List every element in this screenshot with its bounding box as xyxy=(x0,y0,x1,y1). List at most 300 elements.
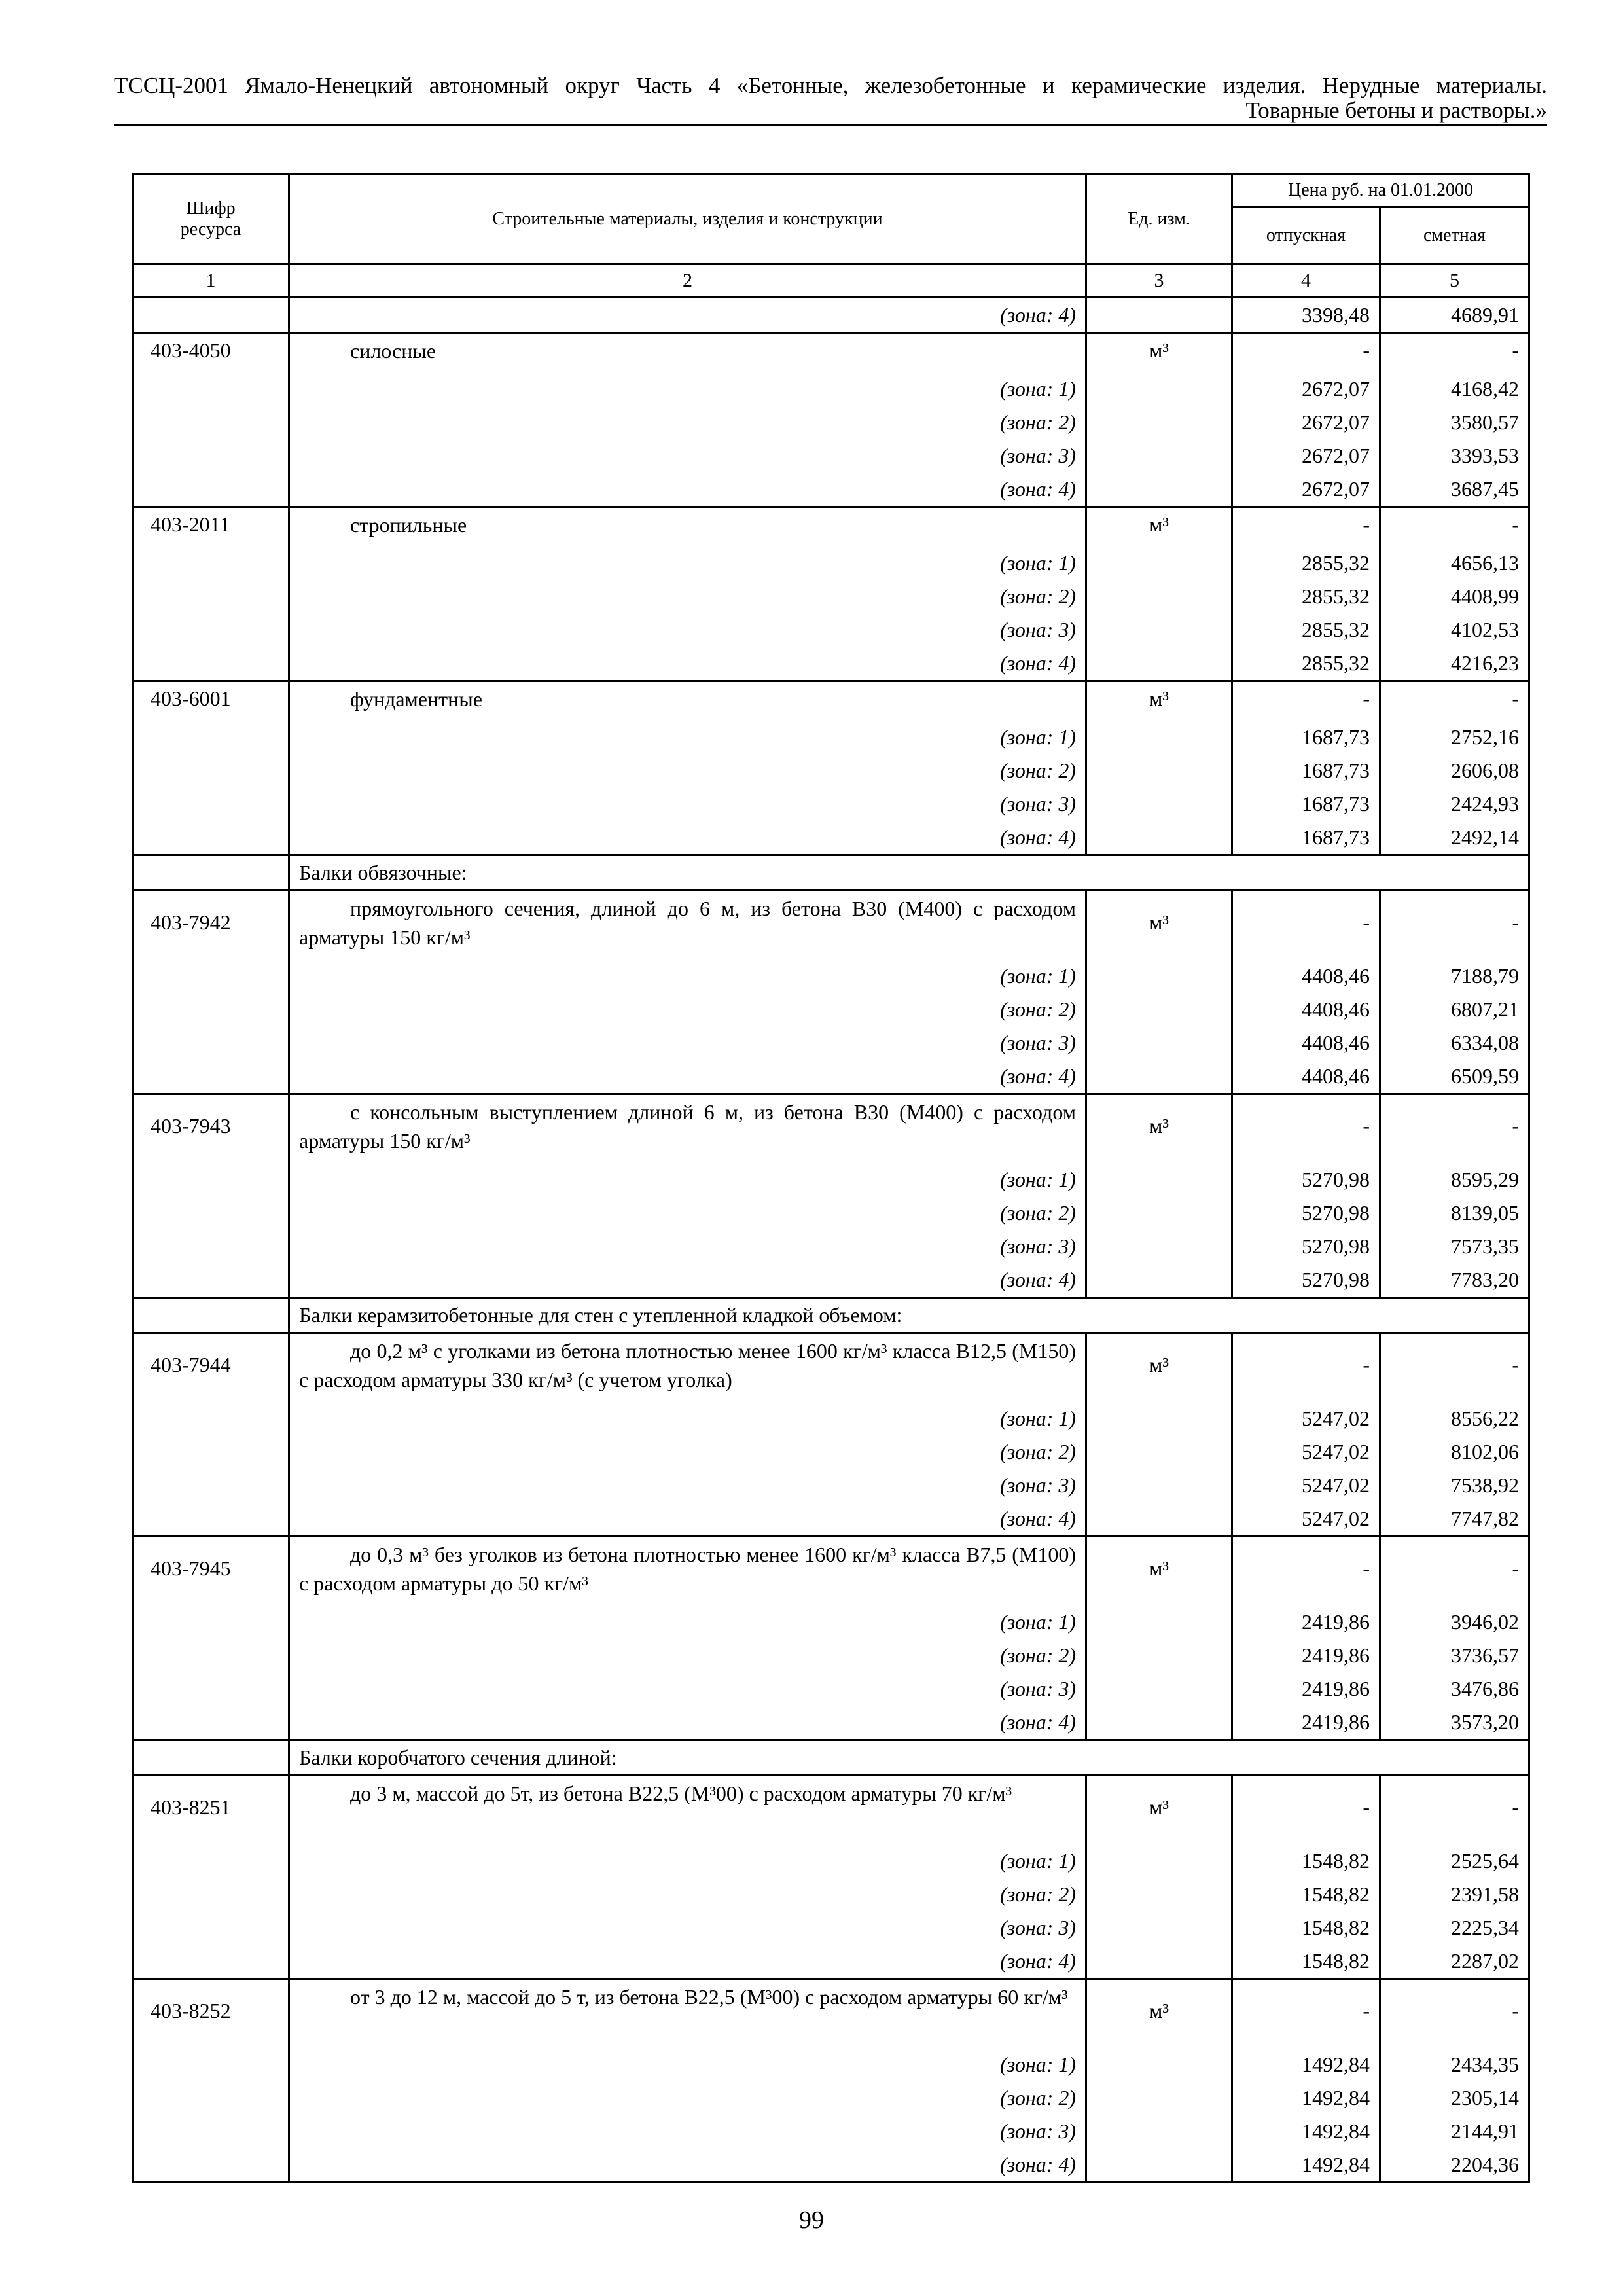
unit-cell xyxy=(1086,473,1232,507)
release-price: 1492,84 xyxy=(1232,2148,1380,2183)
code-cell xyxy=(133,1706,289,1740)
zone-label: (зона: 2) xyxy=(289,754,1086,787)
unit-cell xyxy=(1086,580,1232,613)
item-description: до 0,2 м³ с уголками из бетона плотностью менее 1600 кг/м³ класса В12,5 (М150) с расходом арматуры 330 кг/м³ (с учетом уголка) xyxy=(299,1339,1076,1391)
zone-row xyxy=(133,1026,1529,1060)
unit-cell xyxy=(1086,298,1232,333)
release-price: 5247,02 xyxy=(1232,1469,1380,1502)
resource-code: 403-8251 xyxy=(133,1776,289,1845)
resource-code: 403-7945 xyxy=(133,1537,289,1606)
zone-label: (зона: 1) xyxy=(289,721,1086,754)
release-price: 2672,07 xyxy=(1232,439,1380,473)
release-price: - xyxy=(1232,891,1380,960)
code-cell xyxy=(133,855,289,891)
zone-row xyxy=(133,580,1529,613)
estimate-price: - xyxy=(1380,333,1529,373)
release-price: - xyxy=(1232,1979,1380,2049)
zone-label: (зона: 2) xyxy=(289,580,1086,613)
item-description: прямоугольного сечения, длиной до 6 м, из бетона В30 (М400) с расходом арматуры 150 кг/м³ xyxy=(299,897,1076,949)
release-price: 5247,02 xyxy=(1232,1502,1380,1537)
release-price: 2855,32 xyxy=(1232,580,1380,613)
zone-label: (зона: 3) xyxy=(289,1469,1086,1502)
code-cell xyxy=(133,821,289,855)
code-cell xyxy=(133,439,289,473)
code-cell xyxy=(133,1060,289,1094)
item-description-cell xyxy=(289,333,1086,373)
estimate-price: 3476,86 xyxy=(1380,1672,1529,1706)
estimate-price: 4102,53 xyxy=(1380,613,1529,647)
unit-cell xyxy=(1086,1196,1232,1230)
unit-cell xyxy=(1086,1060,1232,1094)
release-price: - xyxy=(1232,1094,1380,1164)
section-heading: Балки керамзитобетонные для стен с утепленной кладкой объемом: xyxy=(289,1298,1529,1333)
zone-label: (зона: 1) xyxy=(289,547,1086,580)
estimate-price: 3580,57 xyxy=(1380,406,1529,439)
unit-cell xyxy=(1086,1605,1232,1639)
unit-cell xyxy=(1086,1911,1232,1945)
zone-label: (зона: 4) xyxy=(289,2148,1086,2183)
zone-row xyxy=(133,2048,1529,2081)
page-number: 99 xyxy=(799,2206,824,2234)
estimate-price: - xyxy=(1380,1094,1529,1164)
release-price: 1548,82 xyxy=(1232,1878,1380,1911)
release-price: 5247,02 xyxy=(1232,1402,1380,1435)
code-cell xyxy=(133,1402,289,1435)
zone-row xyxy=(133,1435,1529,1469)
zone-row xyxy=(133,2115,1529,2148)
item-description-cell xyxy=(289,1094,1086,1164)
zone-label: (зона: 4) xyxy=(289,1502,1086,1537)
code-cell xyxy=(133,298,289,333)
zone-row xyxy=(133,439,1529,473)
unit-cell xyxy=(1086,1402,1232,1435)
estimate-price: - xyxy=(1380,507,1529,547)
unit-cell xyxy=(1086,2048,1232,2081)
estimate-price: - xyxy=(1380,1333,1529,1403)
column-number: 4 xyxy=(1232,264,1380,298)
unit-cell xyxy=(1086,1435,1232,1469)
zone-label: (зона: 2) xyxy=(289,1639,1086,1672)
zone-label: (зона: 4) xyxy=(289,298,1086,333)
code-cell xyxy=(133,1844,289,1878)
code-cell xyxy=(133,613,289,647)
unit-cell xyxy=(1086,1878,1232,1911)
unit-cell xyxy=(1086,547,1232,580)
item-description: с консольным выступлением длиной 6 м, из бетона В30 (М400) с расходом арматуры 150 кг/м³ xyxy=(299,1100,1076,1153)
code-cell xyxy=(133,2148,289,2183)
running-header-line-1: ТССЦ-2001 Ямало-Ненецкий автономный округ Часть 4 «Бетонные, железобетонные и керамические изделия. Нерудные материалы. xyxy=(114,73,1547,98)
resource-code: 403-7944 xyxy=(133,1333,289,1403)
estimate-price: - xyxy=(1380,1979,1529,2049)
zone-label: (зона: 1) xyxy=(289,1163,1086,1196)
zone-row xyxy=(133,2081,1529,2115)
item-description-cell xyxy=(289,681,1086,721)
estimate-price: 2752,16 xyxy=(1380,721,1529,754)
estimate-price: - xyxy=(1380,891,1529,960)
zone-label: (зона: 3) xyxy=(289,2115,1086,2148)
estimate-price: 2287,02 xyxy=(1380,1945,1529,1979)
zone-row xyxy=(133,993,1529,1026)
item-description: до 0,3 м³ без уголков из бетона плотностью менее 1600 кг/м³ класса В7,5 (М100) с расходом арматуры до 50 кг/м³ xyxy=(299,1543,1076,1595)
unit-cell xyxy=(1086,787,1232,821)
zone-label: (зона: 3) xyxy=(289,1672,1086,1706)
zone-label: (зона: 4) xyxy=(289,821,1086,855)
release-price: 5270,98 xyxy=(1232,1263,1380,1298)
zone-row xyxy=(133,1196,1529,1230)
code-cell xyxy=(133,1230,289,1263)
zone-label: (зона: 4) xyxy=(289,1945,1086,1979)
zone-row xyxy=(133,1469,1529,1502)
release-price: 1687,73 xyxy=(1232,754,1380,787)
code-cell xyxy=(133,1639,289,1672)
column-numbers-row xyxy=(133,264,1529,298)
zone-label: (зона: 1) xyxy=(289,372,1086,406)
release-price: 1687,73 xyxy=(1232,787,1380,821)
zone-label: (зона: 1) xyxy=(289,960,1086,993)
header-rule xyxy=(114,124,1547,126)
release-price: 5270,98 xyxy=(1232,1230,1380,1263)
resource-code: 403-6001 xyxy=(133,681,289,721)
estimate-price: 8102,06 xyxy=(1380,1435,1529,1469)
estimate-price: 6509,59 xyxy=(1380,1060,1529,1094)
unit-cell xyxy=(1086,1230,1232,1263)
estimate-price: 2391,58 xyxy=(1380,1878,1529,1911)
item-description-cell xyxy=(289,1537,1086,1606)
zone-row xyxy=(133,721,1529,754)
unit-cell xyxy=(1086,1469,1232,1502)
item-row xyxy=(133,1979,1529,2049)
zone-row xyxy=(133,754,1529,787)
unit-cell xyxy=(1086,1706,1232,1740)
zone-row xyxy=(133,613,1529,647)
zone-label: (зона: 4) xyxy=(289,473,1086,507)
estimate-price: 4216,23 xyxy=(1380,647,1529,681)
estimate-price: 2606,08 xyxy=(1380,754,1529,787)
release-price: 1492,84 xyxy=(1232,2081,1380,2115)
zone-label: (зона: 1) xyxy=(289,1844,1086,1878)
col-header-name: Строительные материалы, изделия и конструкции xyxy=(289,174,1086,264)
item-row xyxy=(133,681,1529,721)
estimate-price: 3736,57 xyxy=(1380,1639,1529,1672)
resource-code: 403-8252 xyxy=(133,1979,289,2049)
code-cell xyxy=(133,1911,289,1945)
zone-row xyxy=(133,1402,1529,1435)
column-number: 5 xyxy=(1380,264,1529,298)
zone-row xyxy=(133,647,1529,681)
item-description-cell xyxy=(289,1979,1086,2049)
zone-label: (зона: 2) xyxy=(289,1196,1086,1230)
zone-row xyxy=(133,372,1529,406)
release-price: - xyxy=(1232,1537,1380,1606)
release-price: 4408,46 xyxy=(1232,1060,1380,1094)
section-heading-row xyxy=(133,1740,1529,1776)
release-price: 2672,07 xyxy=(1232,473,1380,507)
code-cell xyxy=(133,1605,289,1639)
estimate-price: - xyxy=(1380,1776,1529,1845)
code-cell xyxy=(133,1196,289,1230)
release-price: 1492,84 xyxy=(1232,2048,1380,2081)
release-price: 2855,32 xyxy=(1232,613,1380,647)
zone-row xyxy=(133,1163,1529,1196)
zone-row xyxy=(133,406,1529,439)
zone-label: (зона: 2) xyxy=(289,406,1086,439)
code-cell xyxy=(133,2048,289,2081)
unit-cell xyxy=(1086,1263,1232,1298)
item-description-cell xyxy=(289,507,1086,547)
zone-label: (зона: 2) xyxy=(289,993,1086,1026)
estimate-price: 4168,42 xyxy=(1380,372,1529,406)
code-cell xyxy=(133,960,289,993)
zone-label: (зона: 1) xyxy=(289,2048,1086,2081)
code-cell xyxy=(133,1502,289,1537)
code-cell xyxy=(133,993,289,1026)
code-cell xyxy=(133,1263,289,1298)
code-cell xyxy=(133,787,289,821)
zone-row xyxy=(133,1263,1529,1298)
estimate-price: 2225,34 xyxy=(1380,1911,1529,1945)
unit-of-measure: м³ xyxy=(1086,681,1232,721)
running-header-line-2: Товарные бетоны и растворы.» xyxy=(1245,98,1547,123)
zone-label: (зона: 3) xyxy=(289,613,1086,647)
unit-of-measure: м³ xyxy=(1086,891,1232,960)
estimate-price: 8556,22 xyxy=(1380,1402,1529,1435)
zone-label: (зона: 4) xyxy=(289,647,1086,681)
estimate-price: 3946,02 xyxy=(1380,1605,1529,1639)
zone-label: (зона: 3) xyxy=(289,1911,1086,1945)
unit-cell xyxy=(1086,1639,1232,1672)
item-description: до 3 м, массой до 5т, из бетона В22,5 (М³00) с расходом арматуры 70 кг/м³ xyxy=(350,1782,1012,1805)
release-price: 3398,48 xyxy=(1232,298,1380,333)
estimate-price: 6807,21 xyxy=(1380,993,1529,1026)
code-cell xyxy=(133,1163,289,1196)
release-price: - xyxy=(1232,1333,1380,1403)
unit-cell xyxy=(1086,1945,1232,1979)
release-price: 2419,86 xyxy=(1232,1706,1380,1740)
release-price: 2419,86 xyxy=(1232,1605,1380,1639)
release-price: 4408,46 xyxy=(1232,960,1380,993)
code-cell xyxy=(133,1672,289,1706)
unit-cell xyxy=(1086,993,1232,1026)
estimate-price: 3393,53 xyxy=(1380,439,1529,473)
item-description: от 3 до 12 м, массой до 5 т, из бетона В22,5 (М³00) с расходом арматуры 60 кг/м³ xyxy=(350,1985,1068,2009)
zone-row xyxy=(133,821,1529,855)
zone-row xyxy=(133,1945,1529,1979)
zone-label: (зона: 2) xyxy=(289,1878,1086,1911)
item-row xyxy=(133,1094,1529,1164)
unit-of-measure: м³ xyxy=(1086,1776,1232,1845)
release-price: 2672,07 xyxy=(1232,406,1380,439)
estimate-price: 2424,93 xyxy=(1380,787,1529,821)
unit-cell xyxy=(1086,439,1232,473)
estimate-price: 2525,64 xyxy=(1380,1844,1529,1878)
unit-cell xyxy=(1086,2115,1232,2148)
zone-row xyxy=(133,1230,1529,1263)
zone-label: (зона: 4) xyxy=(289,1263,1086,1298)
column-number: 1 xyxy=(133,264,289,298)
unit-cell xyxy=(1086,821,1232,855)
code-cell xyxy=(133,2115,289,2148)
code-cell xyxy=(133,1945,289,1979)
estimate-price: 3573,20 xyxy=(1380,1706,1529,1740)
estimate-price: 3687,45 xyxy=(1380,473,1529,507)
price-table xyxy=(132,173,1530,2183)
zone-row xyxy=(133,1639,1529,1672)
column-number: 2 xyxy=(289,264,1086,298)
estimate-price: 2305,14 xyxy=(1380,2081,1529,2115)
column-number: 3 xyxy=(1086,264,1232,298)
zone-row xyxy=(133,2148,1529,2183)
zone-row xyxy=(133,1706,1529,1740)
code-cell xyxy=(133,754,289,787)
section-heading: Балки обвязочные: xyxy=(289,855,1529,891)
code-cell xyxy=(133,647,289,681)
item-description: силосные xyxy=(350,339,437,363)
unit-of-measure: м³ xyxy=(1086,1537,1232,1606)
unit-of-measure: м³ xyxy=(1086,1094,1232,1164)
zone-row xyxy=(133,1060,1529,1094)
unit-of-measure: м³ xyxy=(1086,1979,1232,2049)
col-header-unit: Ед. изм. xyxy=(1086,174,1232,264)
estimate-price: - xyxy=(1380,1537,1529,1606)
release-price: 2672,07 xyxy=(1232,372,1380,406)
estimate-price: - xyxy=(1380,681,1529,721)
unit-cell xyxy=(1086,1026,1232,1060)
zone-row xyxy=(133,1911,1529,1945)
zone-label: (зона: 1) xyxy=(289,1605,1086,1639)
release-price: 1548,82 xyxy=(1232,1844,1380,1878)
release-price: 2855,32 xyxy=(1232,647,1380,681)
col-header-release-price: отпускная xyxy=(1232,207,1380,264)
unit-cell xyxy=(1086,960,1232,993)
item-description-cell xyxy=(289,891,1086,960)
release-price: - xyxy=(1232,333,1380,373)
section-heading-row xyxy=(133,1298,1529,1333)
estimate-price: 7747,82 xyxy=(1380,1502,1529,1537)
release-price: 1492,84 xyxy=(1232,2115,1380,2148)
unit-cell xyxy=(1086,647,1232,681)
code-cell xyxy=(133,372,289,406)
zone-row xyxy=(133,1844,1529,1878)
release-price: 4408,46 xyxy=(1232,1026,1380,1060)
zone-row xyxy=(133,298,1529,333)
release-price: - xyxy=(1232,507,1380,547)
code-cell xyxy=(133,547,289,580)
release-price: 2855,32 xyxy=(1232,547,1380,580)
unit-cell xyxy=(1086,372,1232,406)
section-heading-row xyxy=(133,855,1529,891)
resource-code: 403-7942 xyxy=(133,891,289,960)
item-row xyxy=(133,333,1529,373)
unit-cell xyxy=(1086,406,1232,439)
code-cell xyxy=(133,406,289,439)
estimate-price: 2144,91 xyxy=(1380,2115,1529,2148)
estimate-price: 7188,79 xyxy=(1380,960,1529,993)
unit-cell xyxy=(1086,2081,1232,2115)
unit-cell xyxy=(1086,1672,1232,1706)
estimate-price: 4689,91 xyxy=(1380,298,1529,333)
zone-label: (зона: 2) xyxy=(289,2081,1086,2115)
estimate-price: 7783,20 xyxy=(1380,1263,1529,1298)
release-price: 1687,73 xyxy=(1232,821,1380,855)
code-cell xyxy=(133,1435,289,1469)
estimate-price: 4656,13 xyxy=(1380,547,1529,580)
col-header-price: Цена руб. на 01.01.2000 xyxy=(1232,174,1529,207)
unit-of-measure: м³ xyxy=(1086,333,1232,373)
release-price: 2419,86 xyxy=(1232,1639,1380,1672)
unit-cell xyxy=(1086,754,1232,787)
estimate-price: 2492,14 xyxy=(1380,821,1529,855)
zone-label: (зона: 3) xyxy=(289,787,1086,821)
col-header-code: Шифр ресурса xyxy=(133,174,289,264)
code-cell xyxy=(133,1298,289,1333)
code-cell xyxy=(133,1469,289,1502)
release-price: 4408,46 xyxy=(1232,993,1380,1026)
release-price: 5270,98 xyxy=(1232,1196,1380,1230)
zone-row xyxy=(133,547,1529,580)
code-cell xyxy=(133,580,289,613)
zone-row xyxy=(133,1605,1529,1639)
unit-cell xyxy=(1086,1844,1232,1878)
unit-cell xyxy=(1086,1163,1232,1196)
zone-label: (зона: 1) xyxy=(289,1402,1086,1435)
code-cell xyxy=(133,2081,289,2115)
unit-cell xyxy=(1086,1502,1232,1537)
unit-cell xyxy=(1086,2148,1232,2183)
release-price: 2419,86 xyxy=(1232,1672,1380,1706)
release-price: 1548,82 xyxy=(1232,1911,1380,1945)
estimate-price: 7538,92 xyxy=(1380,1469,1529,1502)
code-cell xyxy=(133,473,289,507)
unit-cell xyxy=(1086,721,1232,754)
estimate-price: 8139,05 xyxy=(1380,1196,1529,1230)
zone-row xyxy=(133,787,1529,821)
zone-label: (зона: 4) xyxy=(289,1706,1086,1740)
col-header-estimate-price: сметная xyxy=(1380,207,1529,264)
estimate-price: 6334,08 xyxy=(1380,1026,1529,1060)
estimate-price: 2434,35 xyxy=(1380,2048,1529,2081)
release-price: 5270,98 xyxy=(1232,1163,1380,1196)
item-row xyxy=(133,1333,1529,1403)
item-row xyxy=(133,1776,1529,1845)
code-cell xyxy=(133,1878,289,1911)
zone-row xyxy=(133,960,1529,993)
release-price: - xyxy=(1232,681,1380,721)
zone-label: (зона: 3) xyxy=(289,1230,1086,1263)
estimate-price: 8595,29 xyxy=(1380,1163,1529,1196)
code-cell xyxy=(133,1026,289,1060)
release-price: 1687,73 xyxy=(1232,721,1380,754)
item-row xyxy=(133,507,1529,547)
zone-row xyxy=(133,1672,1529,1706)
zone-label: (зона: 3) xyxy=(289,1026,1086,1060)
item-description-cell xyxy=(289,1776,1086,1845)
unit-of-measure: м³ xyxy=(1086,1333,1232,1403)
zone-label: (зона: 2) xyxy=(289,1435,1086,1469)
code-cell xyxy=(133,721,289,754)
zone-row xyxy=(133,473,1529,507)
zone-row xyxy=(133,1502,1529,1537)
release-price: - xyxy=(1232,1776,1380,1845)
unit-of-measure: м³ xyxy=(1086,507,1232,547)
item-description: стропильные xyxy=(350,513,467,537)
estimate-price: 2204,36 xyxy=(1380,2148,1529,2183)
code-cell xyxy=(133,1740,289,1776)
resource-code: 403-4050 xyxy=(133,333,289,373)
estimate-price: 4408,99 xyxy=(1380,580,1529,613)
release-price: 5247,02 xyxy=(1232,1435,1380,1469)
unit-cell xyxy=(1086,613,1232,647)
zone-label: (зона: 3) xyxy=(289,439,1086,473)
